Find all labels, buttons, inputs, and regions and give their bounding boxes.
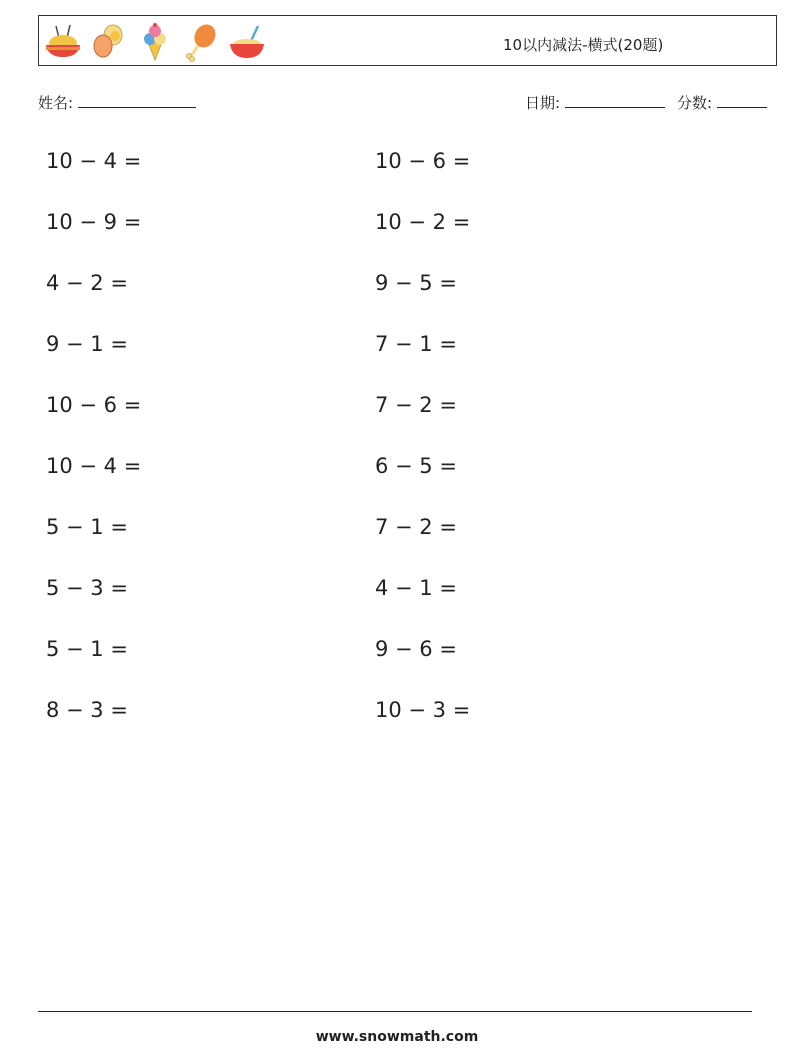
name-label: 姓名: bbox=[38, 94, 74, 112]
problem-left-2: 10 − 9 = bbox=[46, 210, 142, 234]
problem-right-8: 4 − 1 = bbox=[375, 576, 457, 600]
problem-left-3: 4 − 2 = bbox=[46, 271, 128, 295]
worksheet-title: 10以内减法-横式(20题) bbox=[503, 36, 664, 54]
problem-right-2: 10 − 2 = bbox=[375, 210, 471, 234]
noodle-bowl-icon bbox=[227, 22, 267, 62]
footer-divider bbox=[38, 1011, 752, 1012]
problem-right-3: 9 − 5 = bbox=[375, 271, 457, 295]
date-blank[interactable] bbox=[565, 93, 665, 108]
problem-right-4: 7 − 1 = bbox=[375, 332, 457, 356]
problem-left-7: 5 − 1 = bbox=[46, 515, 128, 539]
score-blank[interactable] bbox=[717, 93, 767, 108]
rice-bowl-icon bbox=[43, 22, 83, 62]
chicken-leg-icon bbox=[181, 22, 221, 62]
worksheet-header bbox=[38, 15, 777, 66]
problem-left-6: 10 − 4 = bbox=[46, 454, 142, 478]
date-label: 日期: bbox=[525, 94, 561, 112]
problem-left-4: 9 − 1 = bbox=[46, 332, 128, 356]
score-label: 分数: bbox=[677, 94, 713, 112]
name-blank[interactable] bbox=[78, 93, 196, 108]
problem-left-9: 5 − 1 = bbox=[46, 637, 128, 661]
problem-left-5: 10 − 6 = bbox=[46, 393, 142, 417]
footer-website[interactable]: www.snowmath.com bbox=[315, 1029, 479, 1045]
problem-right-1: 10 − 6 = bbox=[375, 149, 471, 173]
date-field bbox=[525, 92, 665, 113]
problem-left-1: 10 − 4 = bbox=[46, 149, 142, 173]
problem-right-9: 9 − 6 = bbox=[375, 637, 457, 661]
name-field bbox=[38, 92, 196, 113]
problem-left-10: 8 − 3 = bbox=[46, 698, 128, 722]
eggs-icon bbox=[89, 22, 129, 62]
problem-right-6: 6 − 5 = bbox=[375, 454, 457, 478]
problem-right-5: 7 − 2 = bbox=[375, 393, 457, 417]
problem-left-8: 5 − 3 = bbox=[46, 576, 128, 600]
ice-cream-icon bbox=[135, 22, 175, 62]
problem-right-7: 7 − 2 = bbox=[375, 515, 457, 539]
problem-right-10: 10 − 3 = bbox=[375, 698, 471, 722]
score-field bbox=[677, 92, 767, 113]
